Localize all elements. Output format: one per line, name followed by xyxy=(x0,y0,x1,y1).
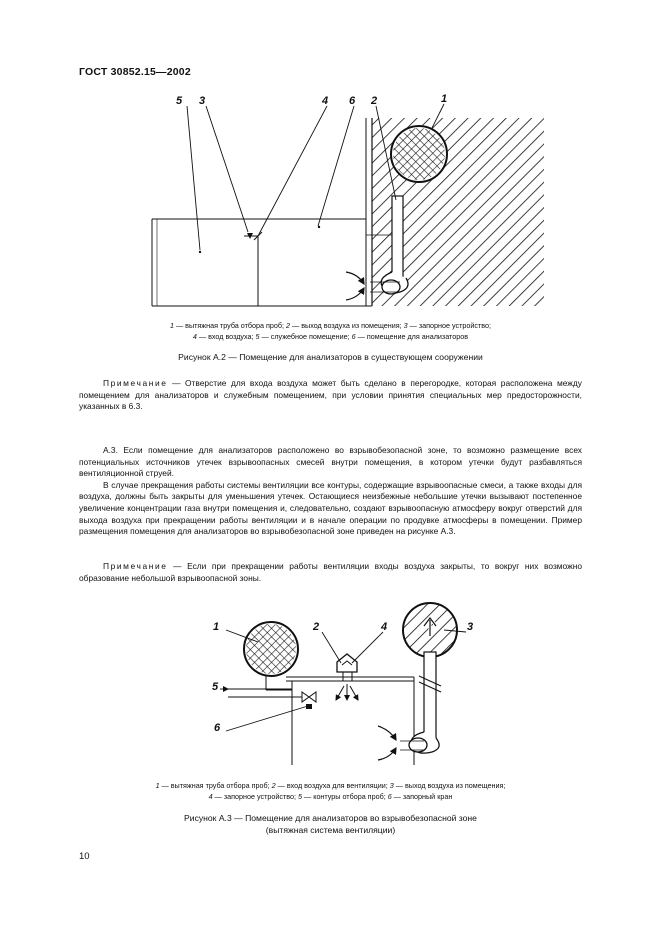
fig-a3-label-3: 3 xyxy=(467,621,474,633)
figure-a2-caption: Рисунок А.2 — Помещение для анализаторов в существующем сооружении xyxy=(178,352,483,362)
section-a3-paragraph-2: В случае прекращения работы системы вентиляции все контуры, содержащие взрывоопасные смеси, а также входы для воздуха, должны быть закрыты для уменьшения утечек. Остающиеся неизбежные небольшие утечки вызывают постепенное увеличение концентрации газа внутри помещения и, следовательно, создают взрывоопасную атмосферу вокруг отверстий для выхода воздуха при прекращении работы вентиляции и в начале операции по продувке атмосферы в помещении. Пример размещения помещения для анализаторов во взрывобезопасной зоне приведен на рисунке А.3. xyxy=(79,479,582,537)
figure-a2-legend: 1 — вытяжная труба отбора проб; 2 — выход воздуха из помещения; 3 — запорное устройство; 4 — вход воздуха; 5 — служебное помещение; 6 — помещение для анализаторов xyxy=(169,321,492,341)
fig-a2-label-1: 1 xyxy=(441,93,448,105)
note-1-label: Примечание xyxy=(103,378,168,388)
figure-a3-caption xyxy=(79,812,582,836)
note-2-text: — Если при прекращении работы вентиляции входы воздуха закрыты, то вокруг них возможно образование небольшой взрывоопасной зоны. xyxy=(79,561,582,583)
fig-a3-label-6: 6 xyxy=(214,722,221,734)
note-1-text: — Отверстие для входа воздуха может быть сделано в перегородке, которая расположена между помещением для анализаторов и служебным помещением, при условии принятия специальных мер предосторожности, указанных в 6.3. xyxy=(79,378,582,412)
figure-a3-legend: 1 — вытяжная труба отбора проб; 2 — вход воздуха для вентиляции; 3 — выход воздуха из помещения; 4 — запорное устройство; 5 — контуры отбора проб; 6 — запорный кран xyxy=(155,781,506,801)
figure-a3-caption-line-2: (вытяжная система вентиляции) xyxy=(265,825,396,835)
figure-a3-caption-line-1: Рисунок А.3 — Помещение для анализаторов во взрывобезопасной зоне xyxy=(184,813,477,823)
note-2-label: Примечание xyxy=(103,561,168,571)
fig-a2-label-3: 3 xyxy=(199,95,206,107)
note-2 xyxy=(79,561,582,584)
note-1 xyxy=(79,378,582,413)
fig-a2-label-5: 5 xyxy=(176,95,183,107)
fig-a2-label-2: 2 xyxy=(371,95,378,107)
fig-a2-label-6: 6 xyxy=(349,95,356,107)
section-a3-paragraph-1: А.3. Если помещение для анализаторов расположено во взрывобезопасной зоне, то возможно размещение всех потенциальных источников утечек взрывоопасных смесей внутри помещения, в котором утечки будут разбавляться вентиляционной струей. xyxy=(79,445,582,479)
fig-a3-label-4: 4 xyxy=(381,621,388,633)
fig-a3-label-2: 2 xyxy=(313,621,320,633)
page-number: 10 xyxy=(79,851,90,862)
document-header: ГОСТ 30852.15—2002 xyxy=(79,66,191,78)
fig-a3-label-1: 1 xyxy=(213,621,220,633)
fig-a3-label-5: 5 xyxy=(212,681,219,693)
fig-a2-label-4: 4 xyxy=(322,95,329,107)
section-a3 xyxy=(79,445,582,538)
